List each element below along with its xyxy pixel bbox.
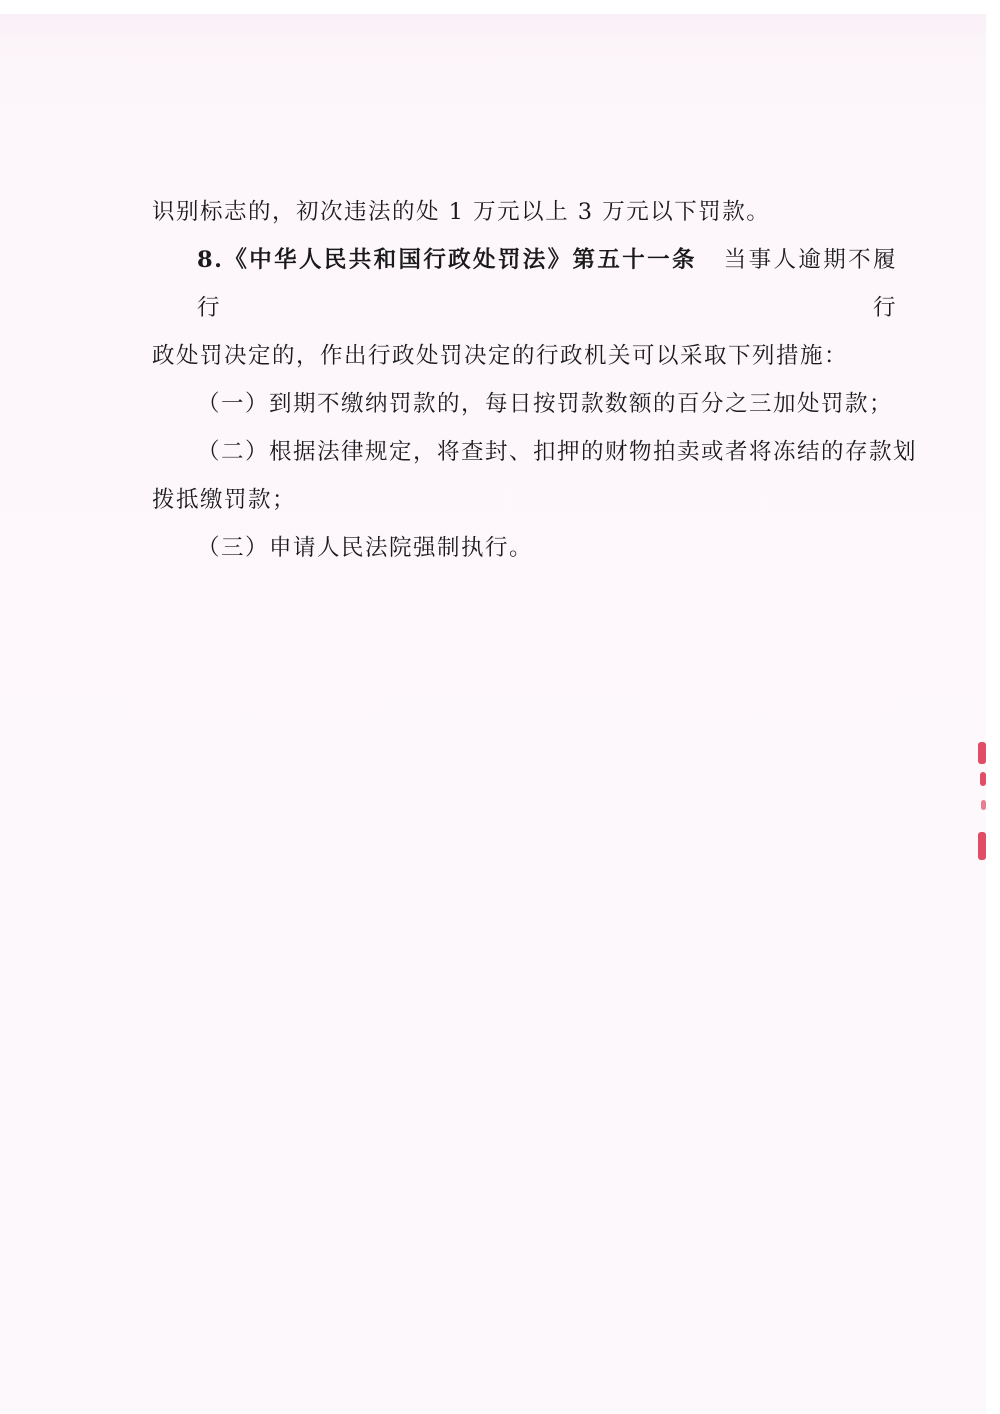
paragraph-line-1: 识别标志的，初次违法的处 1 万元以上 3 万元以下罚款。 <box>152 199 771 225</box>
scan-margin-right <box>986 0 1000 1414</box>
article-8-heading: 8.《中华人民共和国行政处罚法》第五十一条 <box>197 247 697 273</box>
article-8-line-2: 政处罚决定的，作出行政处罚决定的行政机关可以采取下列措施： <box>152 343 849 369</box>
article-8-line-1 <box>152 236 897 332</box>
scan-margin-top <box>0 0 1000 14</box>
item-3: （三）申请人民法院强制执行。 <box>197 535 534 561</box>
item-2-line-2: 拨抵缴罚款； <box>152 487 297 513</box>
item-2-line-1: （二）根据法律规定，将查封、扣押的财物拍卖或者将冻结的存款划 <box>197 439 918 465</box>
item-1: （一）到期不缴纳罚款的，每日按罚款数额的百分之三加处罚款； <box>197 391 894 417</box>
body-text <box>152 188 918 572</box>
article-8-text: 当事人逾期不履行行 <box>197 247 897 321</box>
